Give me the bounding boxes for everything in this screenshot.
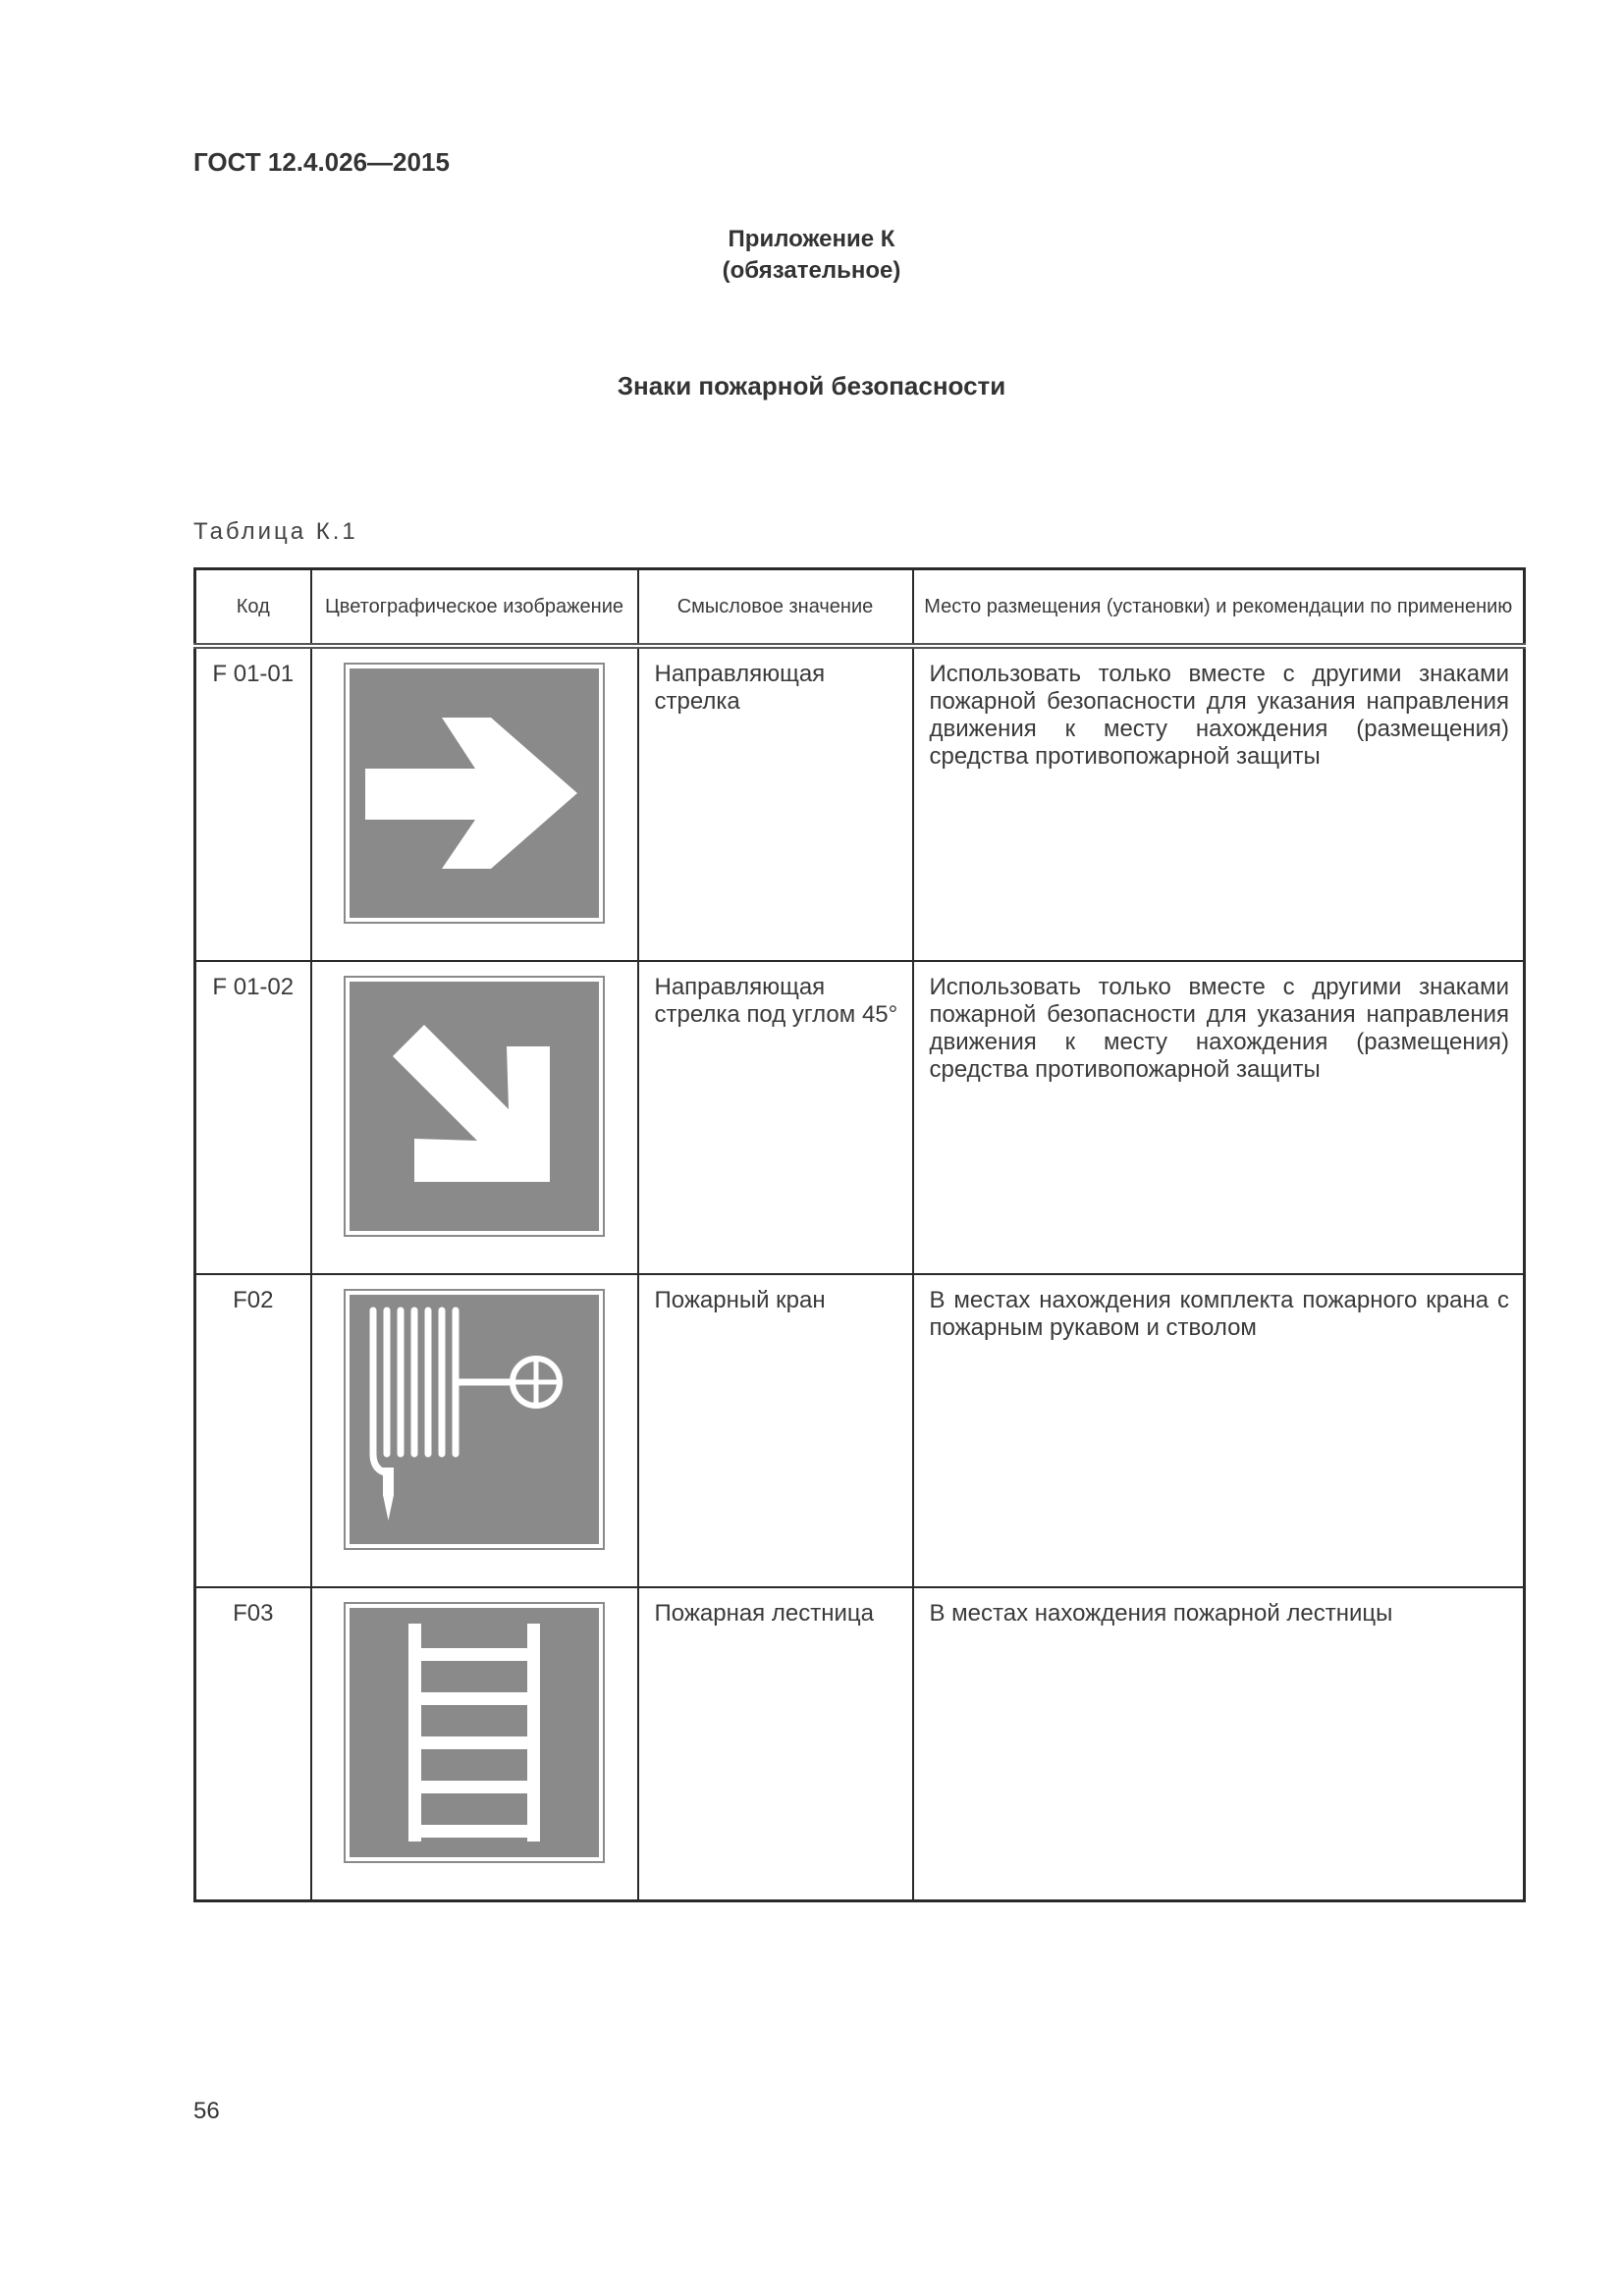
- row-code: F03: [195, 1587, 311, 1901]
- row-meaning: Пожарная лестница: [638, 1587, 913, 1901]
- fire-ladder-icon: [344, 1602, 605, 1863]
- appendix-title: Приложение К: [728, 226, 895, 252]
- table-header-row: [195, 569, 1525, 647]
- row-meaning: Пожарный кран: [638, 1274, 913, 1587]
- table-row: [195, 961, 1525, 1274]
- table-caption: Таблица К.1: [193, 518, 358, 545]
- table-row: [195, 1587, 1525, 1901]
- table-row: [195, 646, 1525, 961]
- row-code: F02: [195, 1274, 311, 1587]
- row-image: [311, 1587, 638, 1901]
- table-row: [195, 1274, 1525, 1587]
- row-image: [311, 961, 638, 1274]
- row-image: [311, 1274, 638, 1587]
- row-usage: В местах нахождения комплекта пожарного крана с пожарным рукавом и стволом: [913, 1274, 1525, 1587]
- header-meaning: Смысловое значение: [638, 569, 913, 647]
- arrow-right-icon: [344, 663, 605, 924]
- document-header: ГОСТ 12.4.026—2015: [193, 147, 450, 177]
- row-usage: В местах нахождения пожарной лестницы: [913, 1587, 1525, 1901]
- page-number: 56: [193, 2098, 220, 2124]
- row-image: [311, 646, 638, 961]
- fire-safety-signs-table: [193, 567, 1526, 1902]
- row-code: F 01-01: [195, 646, 311, 961]
- header-code: Код: [195, 569, 311, 647]
- header-usage: Место размещения (установки) и рекомендации по применению: [913, 569, 1525, 647]
- row-meaning: Направляющая стрелка: [638, 646, 913, 961]
- row-meaning: Направляющая стрелка под углом 45°: [638, 961, 913, 1274]
- fire-hose-icon: [344, 1289, 605, 1550]
- arrow-diagonal-icon: [344, 976, 605, 1237]
- row-code: F 01-02: [195, 961, 311, 1274]
- appendix-heading: [0, 224, 1623, 287]
- row-usage: Использовать только вместе с другими знаками пожарной безопасности для указания направления движения к месту нахождения (размещения) средства противопожарной защиты: [913, 961, 1525, 1274]
- row-usage: Использовать только вместе с другими знаками пожарной безопасности для указания направления движения к месту нахождения (размещения) средства противопожарной защиты: [913, 646, 1525, 961]
- section-title: Знаки пожарной безопасности: [617, 371, 1006, 400]
- appendix-subtitle: (обязательное): [722, 257, 901, 284]
- header-image: Цветографическое изображение: [311, 569, 638, 647]
